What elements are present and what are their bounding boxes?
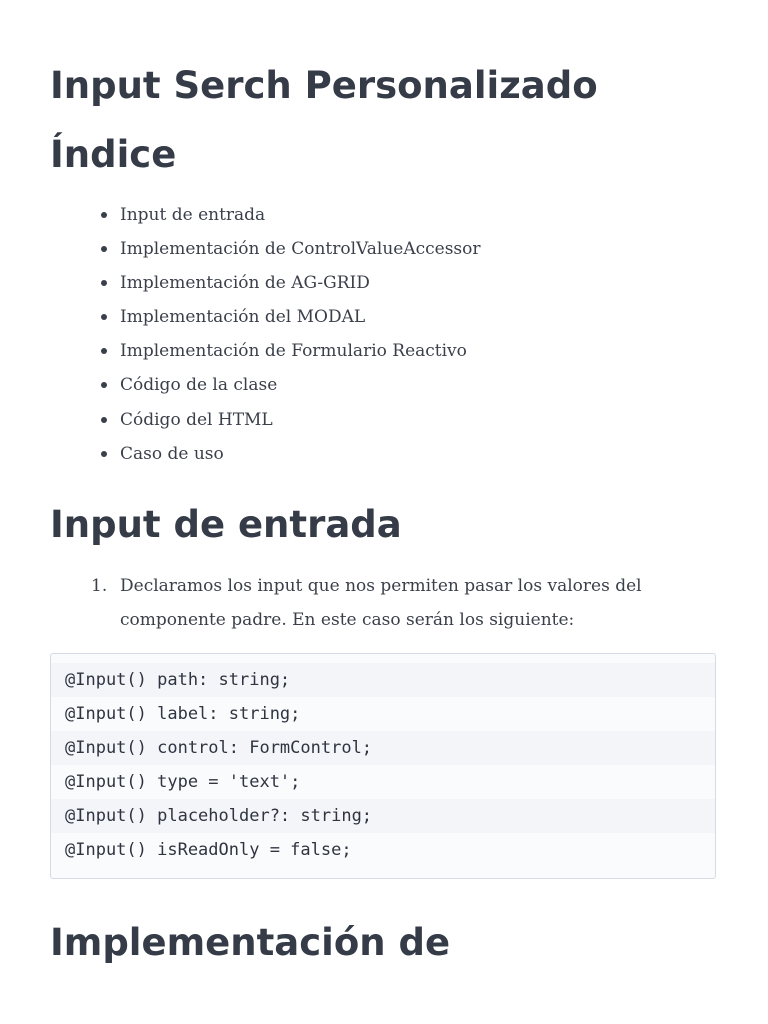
toc-item-modal[interactable]: Implementación del MODAL: [120, 300, 481, 334]
toc-item-codigo-html[interactable]: Código del HTML: [120, 403, 481, 437]
toc-item-caso-de-uso[interactable]: Caso de uso: [120, 437, 481, 471]
page-title: Input Serch Personalizado: [50, 64, 598, 107]
step-text: Declaramos los input que nos permiten pasar los valores del componente padre. En este caso serán los siguiente:: [120, 576, 642, 630]
code-line: @Input() type = 'text';: [65, 772, 301, 792]
toc-item-codigo-clase[interactable]: Código de la clase: [120, 368, 481, 402]
toc-item-formulario-reactivo[interactable]: Implementación de Formulario Reactivo: [120, 334, 481, 368]
code-line: @Input() placeholder?: string;: [51, 799, 715, 833]
step-number: 1.: [91, 576, 108, 596]
steps-list: [50, 569, 690, 637]
code-block: [50, 653, 716, 879]
table-of-contents: [50, 198, 481, 471]
toc-item-ag-grid[interactable]: Implementación de AG-GRID: [120, 266, 481, 300]
toc-heading: Índice: [50, 133, 177, 176]
code-line: @Input() control: FormControl;: [51, 731, 715, 765]
section-heading-input-de-entrada: Input de entrada: [50, 503, 402, 546]
toc-item-input-de-entrada[interactable]: Input de entrada: [120, 198, 481, 232]
code-line: @Input() path: string;: [51, 663, 715, 697]
code-line: @Input() label: string;: [65, 704, 301, 724]
toc-item-controlvalueaccessor[interactable]: Implementación de ControlValueAccessor: [120, 232, 481, 266]
section-heading-implementacion: Implementación de: [50, 921, 451, 964]
code-line: @Input() isReadOnly = false;: [65, 840, 352, 860]
step-item: [50, 569, 690, 637]
